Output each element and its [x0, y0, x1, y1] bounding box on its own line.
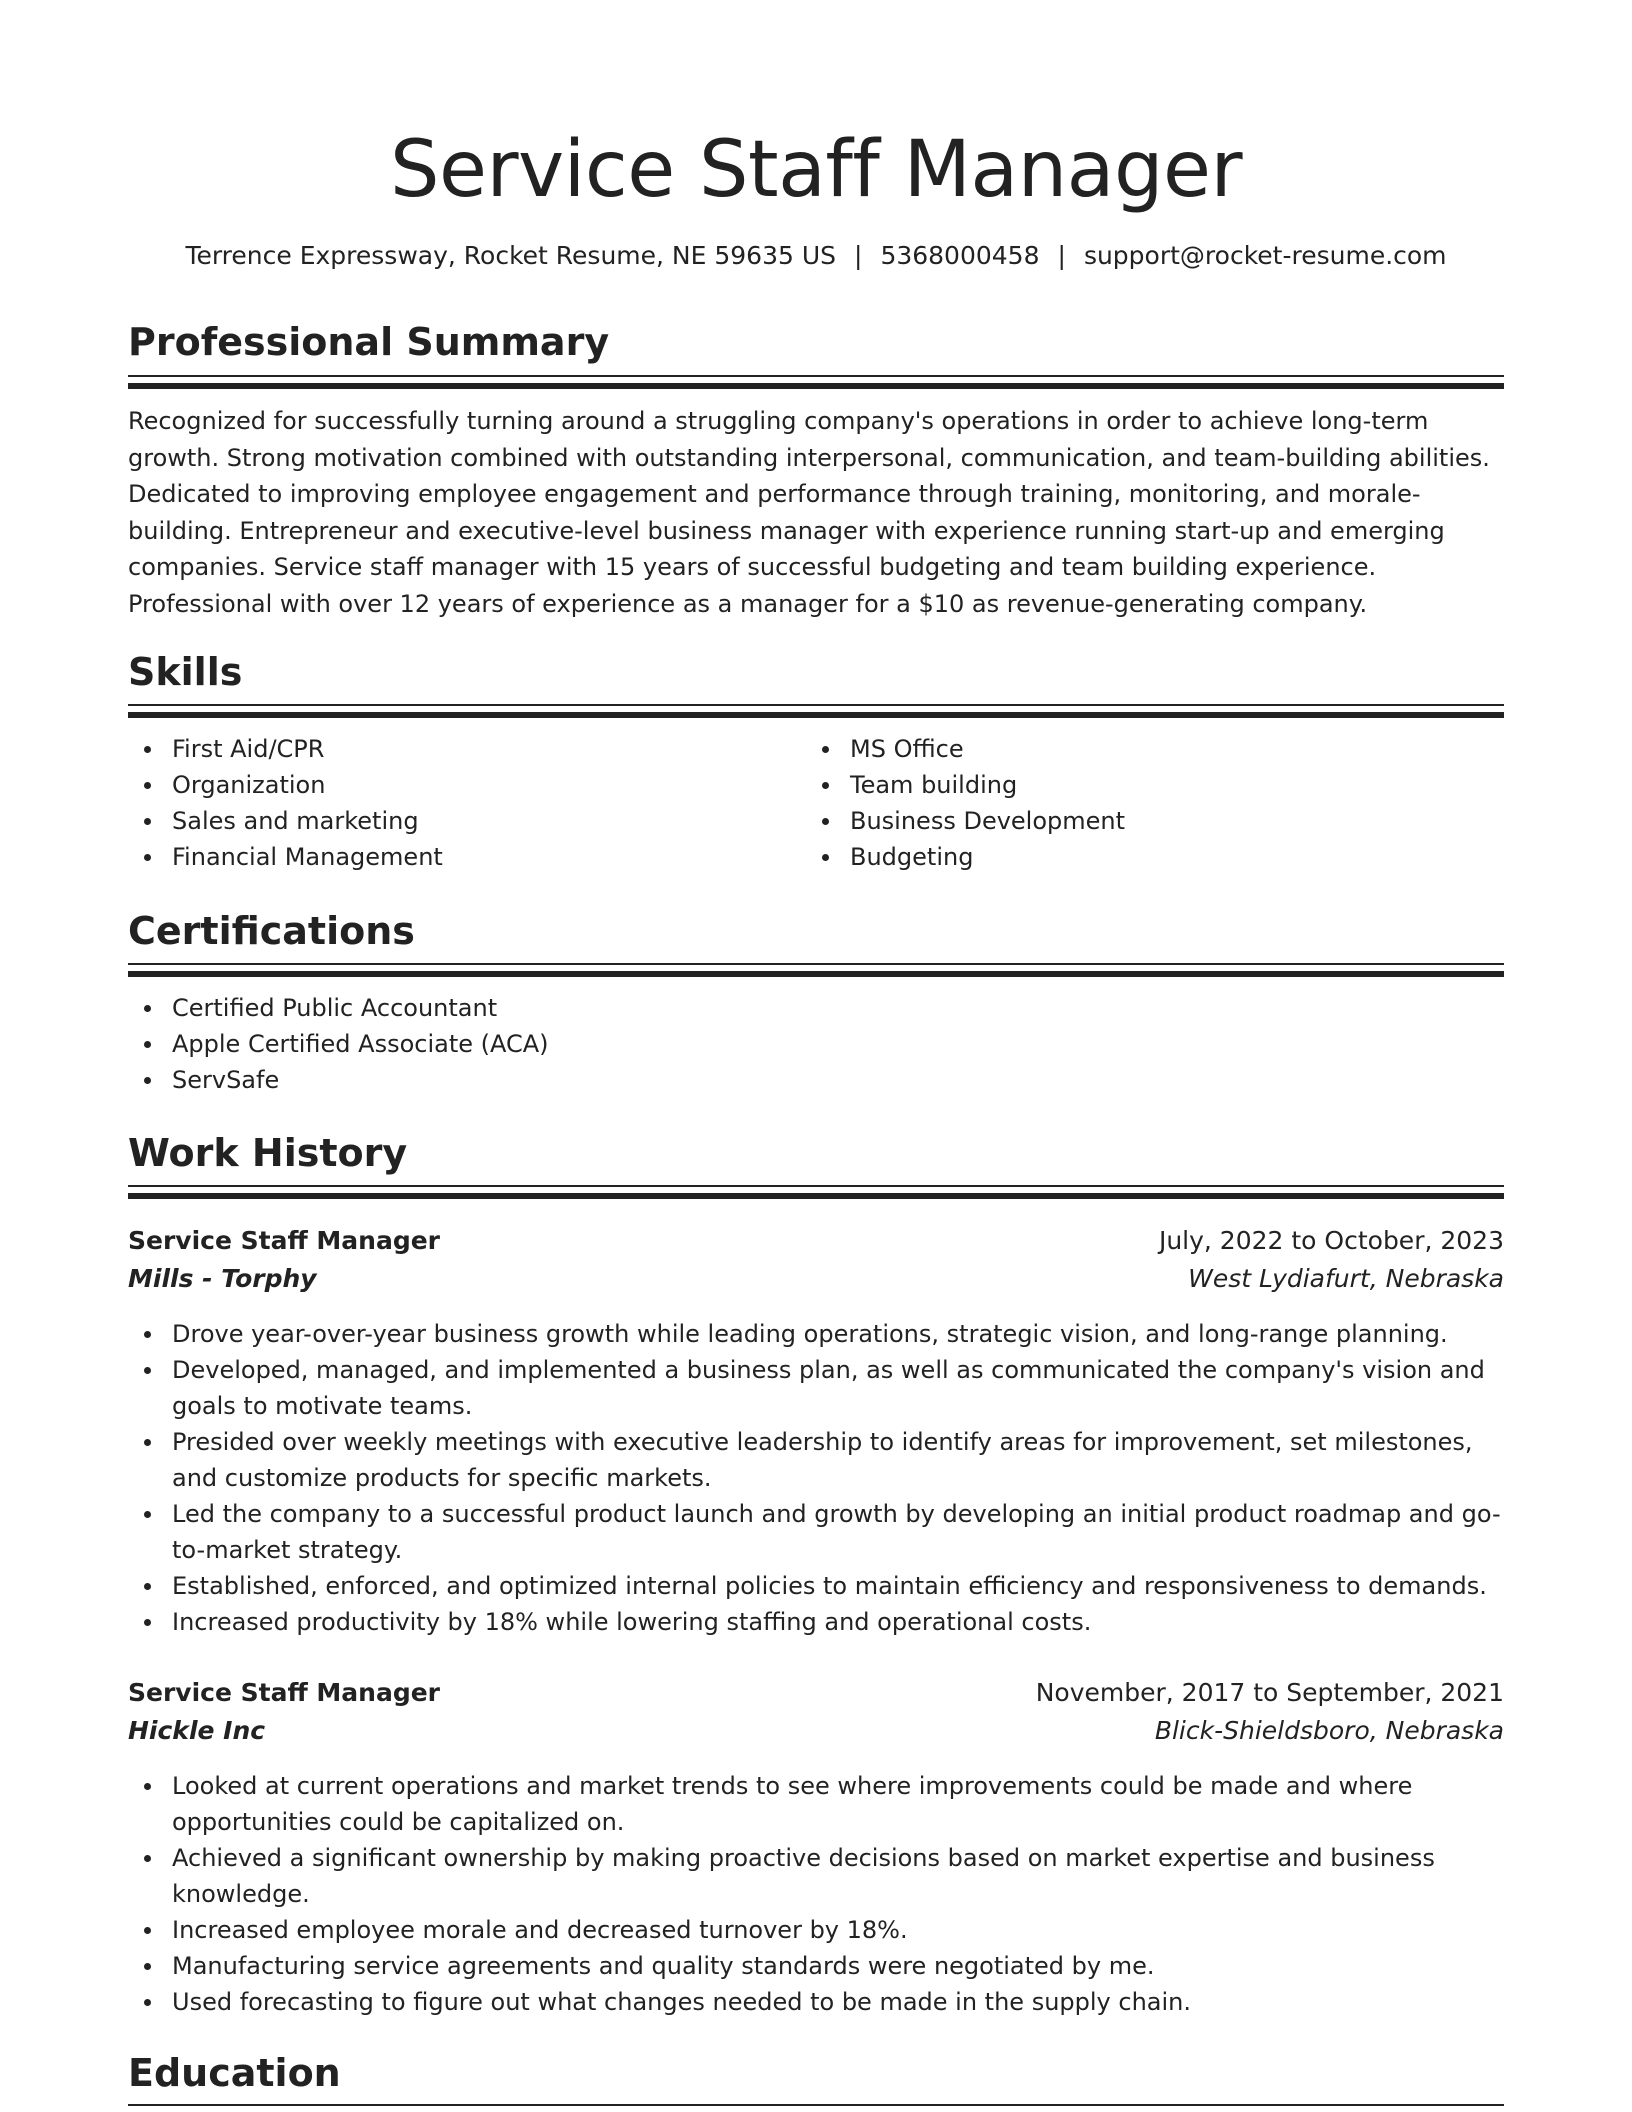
job-dates: November, 2017 to September, 2021 [1035, 1678, 1504, 1707]
job-bullet: Drove year-over-year business growth while leading operations, strategic vision, and long-range planning. [128, 1316, 1504, 1352]
contact-separator: | [854, 241, 863, 270]
summary-heading: Professional Summary [128, 320, 610, 364]
certification-item: Apple Certified Associate (ACA) [128, 1026, 1504, 1062]
skill-item: Organization [128, 767, 798, 803]
job-company: Hickle Inc [128, 1716, 266, 1745]
section-divider [128, 704, 1504, 718]
skill-item: Budgeting [806, 839, 1504, 875]
summary-text: Recognized for successfully turning around a struggling company's operations in order to achieve long-term growth. Strong motivation combined with outstanding interpersonal, communication, and team-building abilities. Dedicated to improving employee engagement and performance through training, monitoring, and morale-building. Entrepreneur and executive-level business manager with experience running start-up and emerging companies. Service staff manager with 15 years of successful budgeting and team building experience. Professional with over 12 years of experience as a manager for a $10 as revenue-generating company. [128, 407, 1490, 618]
section-divider [128, 375, 1504, 389]
contact-line [128, 238, 1504, 274]
skill-item: Team building [806, 767, 1504, 803]
job-bullets [128, 1316, 1504, 1640]
job-location: West Lydiafurt, Nebraska [1188, 1264, 1504, 1293]
contact-address: Terrence Expressway, Rocket Resume, NE 59635 US [185, 241, 836, 270]
work-history-heading: Work History [128, 1131, 408, 1175]
job-location: Blick-Shieldsboro, Nebraska [1154, 1716, 1504, 1745]
certifications-list [128, 990, 1504, 1098]
certifications-heading: Certifications [128, 909, 415, 953]
job-bullet: Achieved a significant ownership by making proactive decisions based on market expertise and business knowledge. [128, 1840, 1504, 1912]
job-bullet: Developed, managed, and implemented a business plan, as well as communicated the company's vision and goals to motivate teams. [128, 1352, 1504, 1424]
skills-list-left [128, 731, 798, 875]
skill-item: MS Office [806, 731, 1504, 767]
section-divider [128, 2104, 1504, 2106]
job-bullet: Increased productivity by 18% while lowering staffing and operational costs. [128, 1604, 1504, 1640]
certification-item: ServSafe [128, 1062, 1504, 1098]
contact-phone: 5368000458 [880, 241, 1040, 270]
skill-item: First Aid/CPR [128, 731, 798, 767]
skill-item: Financial Management [128, 839, 798, 875]
job-title: Service Staff Manager [128, 1678, 441, 1707]
job-bullet: Increased employee morale and decreased turnover by 18%. [128, 1912, 1504, 1948]
skill-item: Sales and marketing [128, 803, 798, 839]
job-dates: July, 2022 to October, 2023 [1158, 1226, 1504, 1255]
job-bullet: Used forecasting to figure out what changes needed to be made in the supply chain. [128, 1984, 1504, 2020]
section-divider [128, 1185, 1504, 1199]
section-divider [128, 963, 1504, 977]
contact-email: support@rocket-resume.com [1083, 241, 1447, 270]
job-bullet: Looked at current operations and market trends to see where improvements could be made and where opportunities could be capitalized on. [128, 1768, 1504, 1840]
job-bullet: Presided over weekly meetings with executive leadership to identify areas for improvement, set milestones, and customize products for specific markets. [128, 1424, 1504, 1496]
job-bullets [128, 1768, 1504, 2020]
job-bullet: Led the company to a successful product launch and growth by developing an initial product roadmap and go-to-market strategy. [128, 1496, 1504, 1568]
resume-title: Service Staff Manager [389, 125, 1243, 215]
job-company: Mills - Torphy [128, 1264, 317, 1293]
job-bullet: Manufacturing service agreements and quality standards were negotiated by me. [128, 1948, 1504, 1984]
job-title: Service Staff Manager [128, 1226, 441, 1255]
skills-list-right [806, 731, 1504, 875]
job-bullet: Established, enforced, and optimized internal policies to maintain efficiency and responsiveness to demands. [128, 1568, 1504, 1604]
skills-heading: Skills [128, 650, 243, 694]
education-heading: Education [128, 2051, 341, 2095]
certification-item: Certified Public Accountant [128, 990, 1504, 1026]
contact-separator: | [1057, 241, 1066, 270]
skill-item: Business Development [806, 803, 1504, 839]
